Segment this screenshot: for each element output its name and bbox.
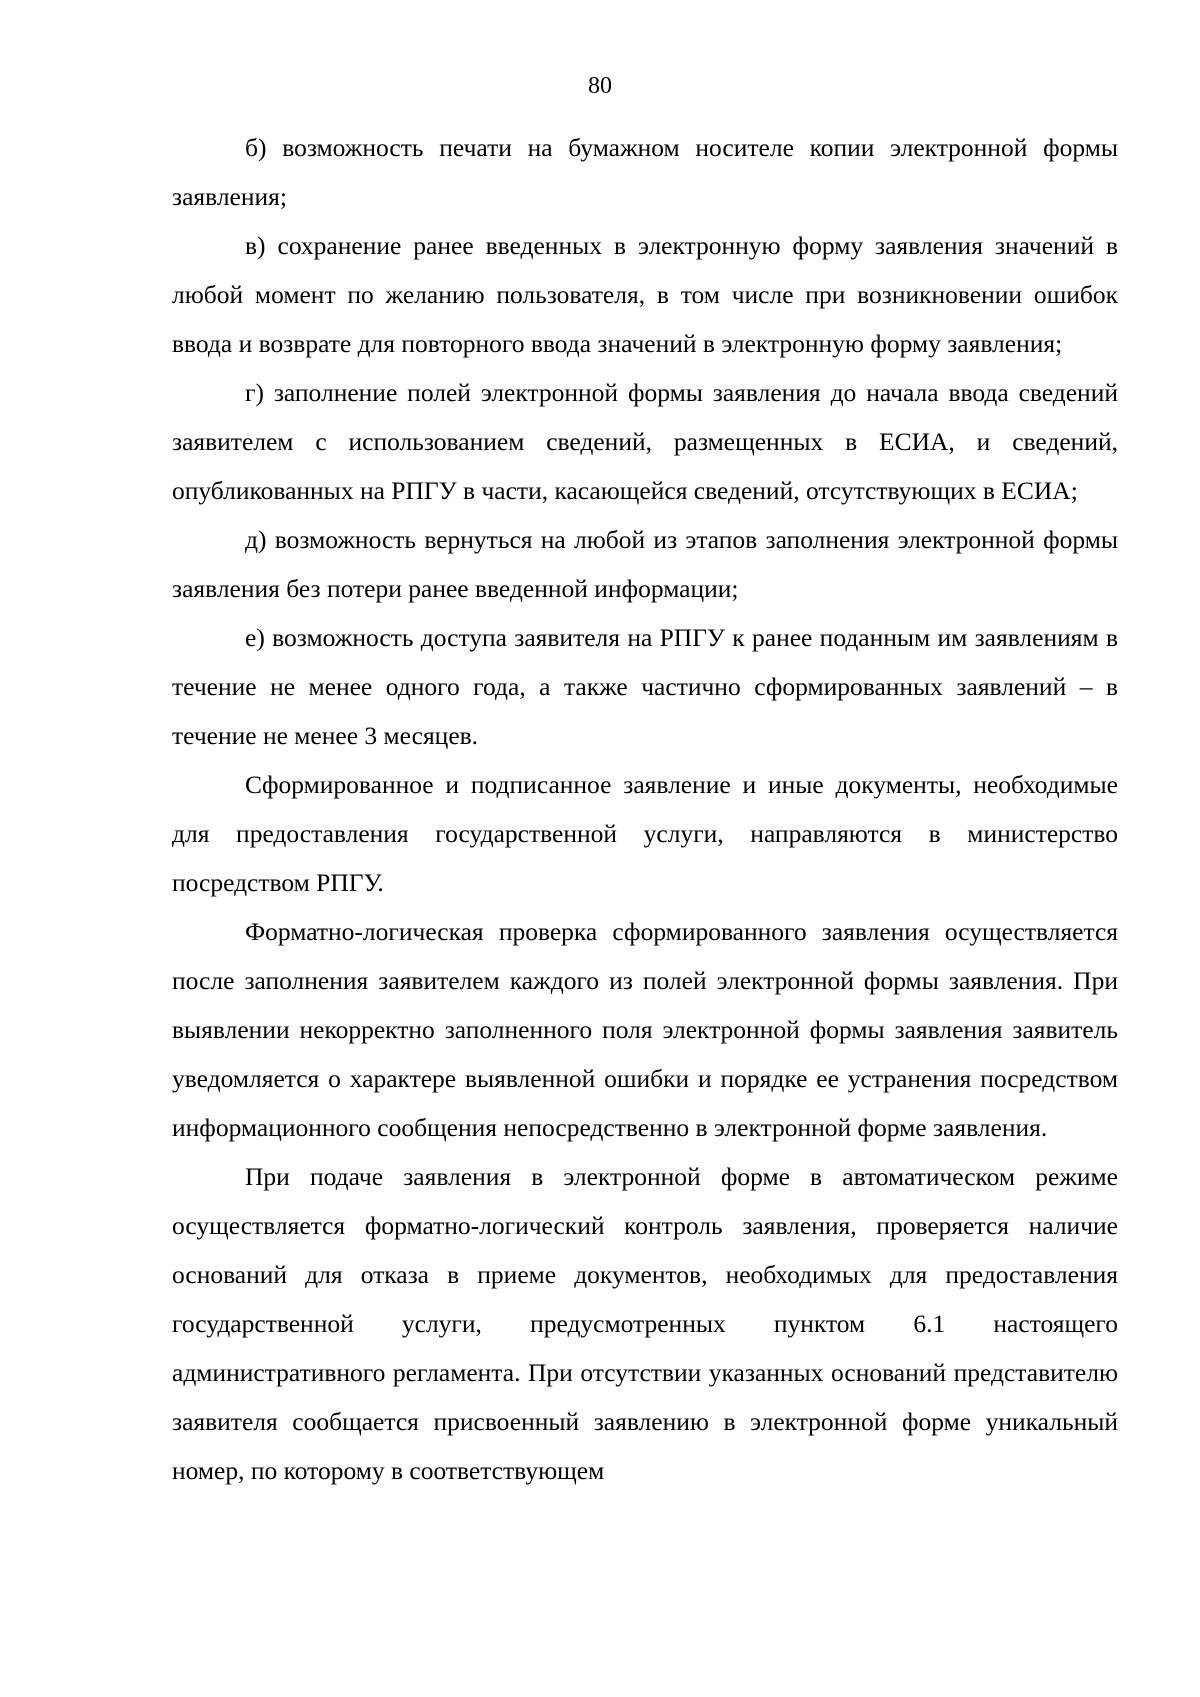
- paragraph-item-b: б) возможность печати на бумажном носителе копии электронной формы заявления;: [172, 133, 1118, 211]
- paragraph-item-d: д) возможность вернуться на любой из этапов заполнения электронной формы заявления без потери ранее введенной информации;: [172, 525, 1118, 603]
- paragraph-item-e: е) возможность доступа заявителя на РПГУ к ранее поданным им заявлениям в течение не менее одного года, а также частично сформированных заявлений – в течение не менее 3 месяцев.: [172, 623, 1118, 750]
- page-body: [172, 123, 1118, 1495]
- paragraph-item-g: г) заполнение полей электронной формы заявления до начала ввода сведений заявителем с использованием сведений, размещенных в ЕСИА, и сведений, опубликованных на РПГУ в части, касающейся сведений, отсутствующих в ЕСИА;: [172, 378, 1118, 505]
- paragraph-automatic-control: При подаче заявления в электронной форме в автоматическом режиме осуществляется форматно-логический контроль заявления, проверяется наличие оснований для отказа в приеме документов, необходимых для предоставления государственной услуги, предусмотренных пунктом 6.1 настоящего административного регламента. При отсутствии указанных оснований представителю заявителя сообщается присвоенный заявлению в электронной форме уникальный номер, по которому в соответствующем: [172, 1162, 1118, 1485]
- page-number: 80: [588, 73, 612, 99]
- paragraph-submission: Сформированное и подписанное заявление и иные документы, необходимые для предоставления государственной услуги, направляются в министерство посредством РПГУ.: [172, 770, 1118, 897]
- paragraph-format-check: Форматно-логическая проверка сформированного заявления осуществляется после заполнения заявителем каждого из полей электронной формы заявления. При выявлении некорректно заполненного поля электронной формы заявления заявитель уведомляется о характере выявленной ошибки и порядке ее устранения посредством информационного сообщения непосредственно в электронной форме заявления.: [172, 917, 1118, 1142]
- paragraph-item-v: в) сохранение ранее введенных в электронную форму заявления значений в любой момент по желанию пользователя, в том числе при возникновении ошибок ввода и возврате для повторного ввода значений в электронную форму заявления;: [172, 231, 1118, 358]
